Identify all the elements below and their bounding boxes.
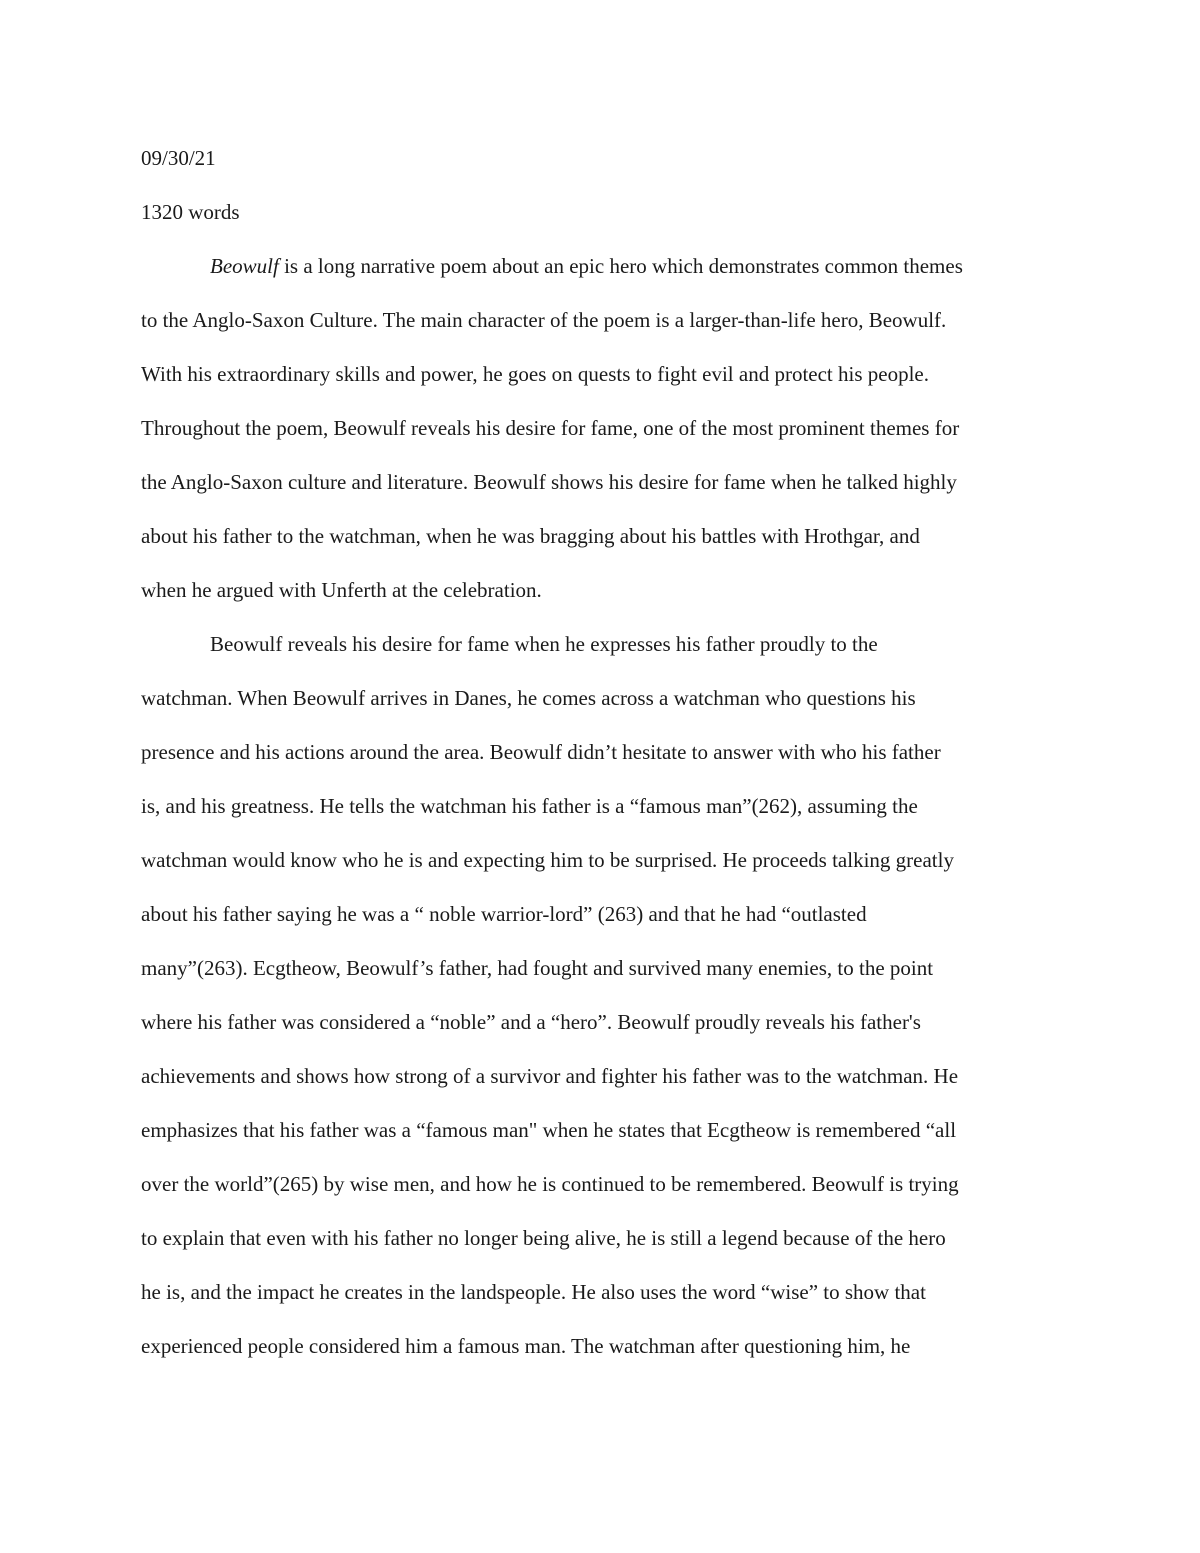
paragraph-2-line: over the world”(265) by wise men, and how he is continued to be remembered. Beowulf is trying xyxy=(141,1172,959,1196)
paragraph-2-line: presence and his actions around the area. Beowulf didn’t hesitate to answer with who his father xyxy=(141,740,941,764)
paragraph-2-line: watchman would know who he is and expecting him to be surprised. He proceeds talking greatly xyxy=(141,848,954,872)
paragraph-2-line: where his father was considered a “noble” and a “hero”. Beowulf proudly reveals his father's xyxy=(141,1010,921,1034)
paragraph-1-line: when he argued with Unferth at the celebration. xyxy=(141,578,542,602)
paragraph-2-first-line: Beowulf reveals his desire for fame when he expresses his father proudly to the xyxy=(210,632,878,656)
paragraph-2-line: to explain that even with his father no longer being alive, he is still a legend because of the hero xyxy=(141,1226,946,1250)
paragraph-2-line: achievements and shows how strong of a survivor and fighter his father was to the watchman. He xyxy=(141,1064,959,1088)
paragraph-1-line: about his father to the watchman, when he was bragging about his battles with Hrothgar, and xyxy=(141,524,920,548)
paragraph-1-line: to the Anglo-Saxon Culture. The main character of the poem is a larger-than-life hero, Beowulf. xyxy=(141,308,947,332)
word-count-line: 1320 words xyxy=(141,200,240,224)
paragraph-2-line: is, and his greatness. He tells the watchman his father is a “famous man”(262), assuming the xyxy=(141,794,918,818)
paragraph-1-line: the Anglo-Saxon culture and literature. Beowulf shows his desire for fame when he talked highly xyxy=(141,470,957,494)
paragraph-2-line: emphasizes that his father was a “famous man" when he states that Ecgtheow is remembered “all xyxy=(141,1118,957,1142)
paragraph-1-first-line xyxy=(210,254,963,278)
paragraph-2-line: watchman. When Beowulf arrives in Danes, he comes across a watchman who questions his xyxy=(141,686,916,710)
paragraph-2-line: about his father saying he was a “ noble warrior-lord” (263) and that he had “outlasted xyxy=(141,902,867,926)
paragraph-1-line: With his extraordinary skills and power, he goes on quests to fight evil and protect his people. xyxy=(141,362,929,386)
paragraph-1-first-line-text: is a long narrative poem about an epic hero which demonstrates common themes xyxy=(278,254,963,278)
paragraph-2-line: he is, and the impact he creates in the landspeople. He also uses the word “wise” to show that xyxy=(141,1280,926,1304)
paragraph-1-line: Throughout the poem, Beowulf reveals his desire for fame, one of the most prominent themes for xyxy=(141,416,960,440)
date-line: 09/30/21 xyxy=(141,146,216,170)
paragraph-2-line: experienced people considered him a famous man. The watchman after questioning him, he xyxy=(141,1334,911,1358)
paragraph-2-line: many”(263). Ecgtheow, Beowulf’s father, had fought and survived many enemies, to the point xyxy=(141,956,934,980)
poem-title: Beowulf xyxy=(210,254,279,278)
